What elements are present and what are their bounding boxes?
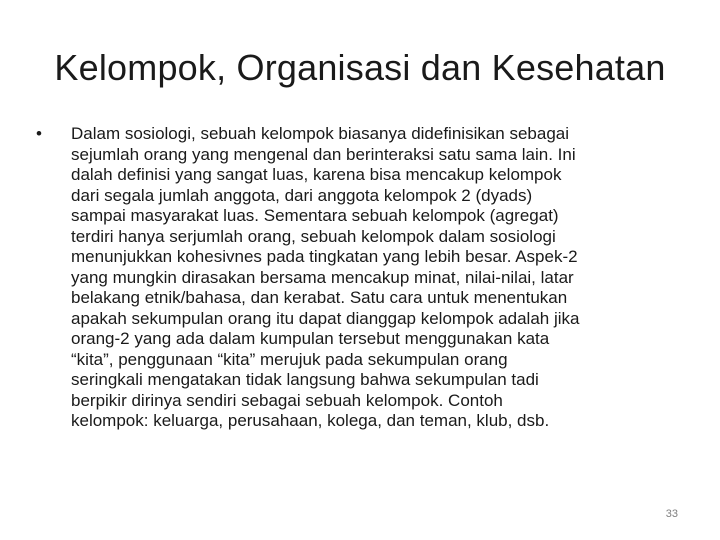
- body-line: belakang etnik/bahasa, dan kerabat. Satu cara untuk menentukan: [71, 288, 568, 307]
- bullet-list: [36, 124, 686, 432]
- bullet-item: [36, 124, 686, 432]
- body-line: terdiri hanya serjumlah orang, sebuah kelompok dalam sosiologi: [71, 226, 556, 246]
- bullet-icon: •: [36, 124, 42, 143]
- body-line: berpikir dirinya sendiri sebagai sebuah kelompok. Contoh: [71, 390, 503, 410]
- body-line: Dalam sosiologi, sebuah kelompok biasanya didefinisikan sebagai: [71, 124, 570, 143]
- body-line: seringkali mengatakan tidak langsung bahwa sekumpulan tadi: [71, 370, 539, 389]
- body-line: menunjukkan kohesivnes pada tingkatan yang lebih besar. Aspek-2: [71, 247, 578, 266]
- body-line: orang-2 yang ada dalam kumpulan tersebut menggunakan kata: [71, 329, 550, 348]
- body-line: sejumlah orang yang mengenal dan berinteraksi satu sama lain. Ini: [71, 144, 576, 164]
- body-line: kelompok: keluarga, perusahaan, kolega, dan teman, klub, dsb.: [71, 411, 550, 430]
- body-line: “kita”, penggunaan “kita” merujuk pada sekumpulan orang: [71, 349, 508, 369]
- body-line: yang mungkin dirasakan bersama mencakup minat, nilai-nilai, latar: [71, 267, 574, 287]
- body-line: apakah sekumpulan orang itu dapat dianggap kelompok adalah jika: [71, 308, 580, 328]
- page-number: 33: [665, 508, 678, 520]
- slide-title: Kelompok, Organisasi dan Kesehatan: [54, 47, 666, 88]
- body-line: sampai masyarakat luas. Sementara sebuah kelompok (agregat): [71, 206, 559, 225]
- body-line: dalah definisi yang sangat luas, karena bisa mencakup kelompok: [71, 165, 562, 184]
- body-line: dari segala jumlah anggota, dari anggota kelompok 2 (dyads): [71, 185, 533, 205]
